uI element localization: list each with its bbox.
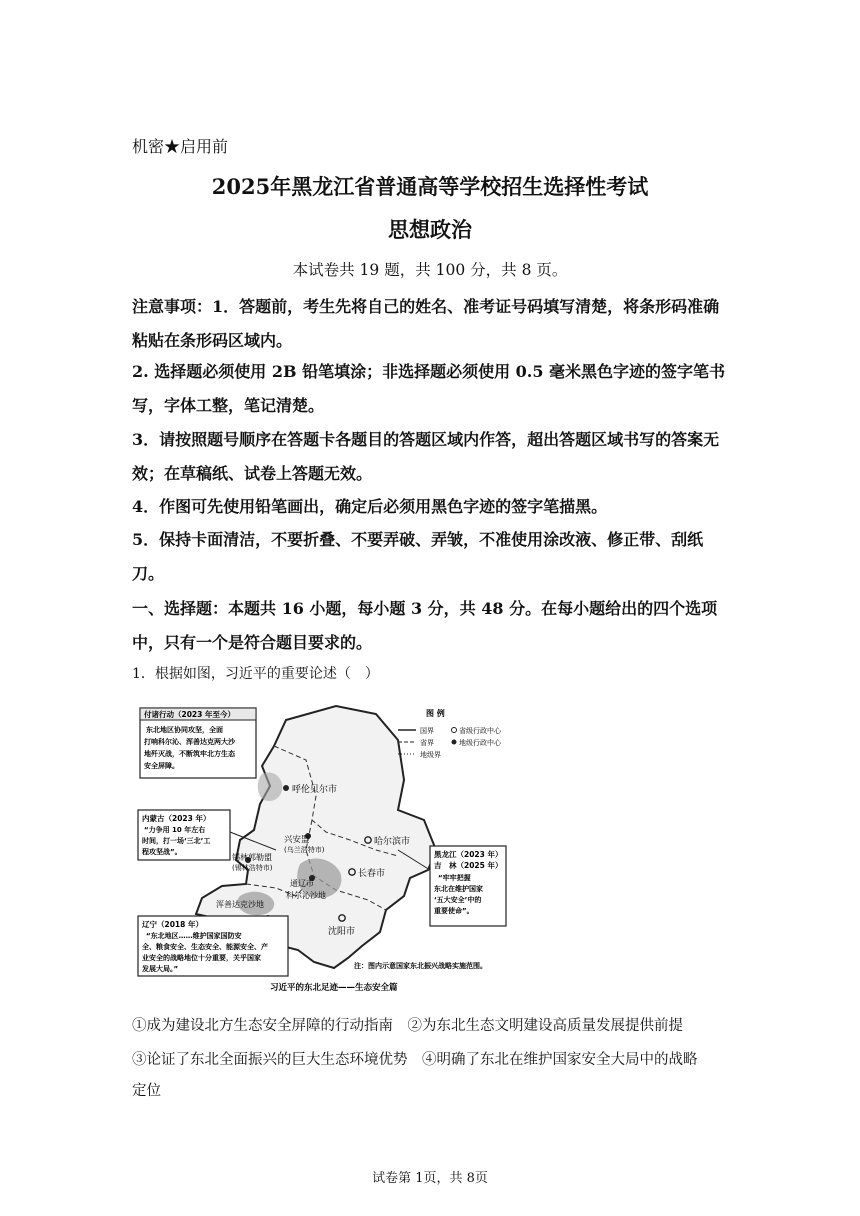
page-footer: 试卷第 1页，共 8页 [372,1171,488,1186]
sandland-horqin-label: 科尔沁沙地 [286,891,326,900]
question-1-options-line-3: 定位 [132,1083,161,1099]
box-action [140,708,256,778]
subject-title: 思想政治 [388,217,472,242]
legend-national: 国界 [420,727,434,735]
city-harbin: 哈尔滨市 [374,837,411,847]
box-action-line-3: 地歼灭战，不断筑牢北方生态 [144,750,235,758]
section-heading: 一、选择题：本题共 16 小题，每小题 3 分，共 48 分。在每小题给出的四个选项中，只有一个是符合题目要求的。 [132,599,718,652]
city-changchun: 长春市 [358,869,386,879]
map-note: 注：图内示意国家东北振兴战略实施范围。 [354,962,487,970]
box-ln-line-2: “东北地区……维护国家国防安 [146,932,242,940]
box-hlj-line-6: 重要使命”。 [434,907,474,915]
box-hlj-line-2: 吉 林（2025 年） [434,861,503,870]
city-xinganmeng: 兴安盟 [284,835,310,845]
legend-marker-prefecture [452,740,457,745]
legend-province: 省界 [420,739,434,747]
note-4: 4．作图可先使用铅笔画出，确定后必须用黑色字迹的签字笔描黑。 [132,497,608,516]
note-2: 2. 选择题必须使用 2B 铅笔填涂；非选择题必须使用 0.5 毫米黑色字迹的签字笔书写，字体工整，笔记清楚。 [132,362,726,415]
box-ln-line-4: 业安全的战略地位十分重要，关乎国家 [142,954,261,962]
note-1: 注意事项：1．答题前，考生先将自己的姓名、准考证号码填写清楚，将条形码准确粘贴在条形码区域内。 [132,297,720,350]
map-caption: 习近平的东北足迹——生态安全篇 [270,983,398,993]
question-1-options-line-1: ①成为建设北方生态安全屏障的行动指南 ②为东北生态文明建设高质量发展提供前提 [132,1018,683,1034]
box-im-line-3: 时间，打一场‘三北’工 [142,837,211,845]
box-action-line-4: 安全屏障。 [144,762,179,770]
box-action-line-2: 打响科尔沁、浑善达克两大沙 [144,738,235,746]
box-action-line-1: 东北地区协同攻坚，全面 [146,726,223,734]
box-hlj-line-5: ‘五大安全’中的 [434,896,482,904]
northeast-map [136,700,514,996]
city-xilingol: 锡林郭勒盟 [232,853,272,862]
legend-title: 图 例 [426,709,445,718]
sandland-hunshandake-label: 浑善达克沙地 [216,900,264,909]
map-legend [398,708,502,759]
box-ln-line-3: 全、粮食安全、生态安全、能源安全、产 [142,943,268,951]
box-ln-line-5: 发展大局。” [142,965,179,973]
confidential-label: 机密★启用前 [132,137,229,156]
city-xilingol-seat: (锡林浩特市) [232,864,273,872]
note-5: 5．保持卡面清洁，不要折叠、不要弄破、弄皱，不准使用涂改液、修正带、刮纸刀。 [132,530,704,583]
exam-title: 2025年黑龙江省普通高等学校招生选择性考试 [211,174,649,199]
city-marker-hulunbuir [283,785,289,791]
exam-info: 本试卷共 19 题，共 100 分，共 8 页。 [292,261,568,279]
city-hulunbuir: 呼伦贝尔市 [292,785,338,795]
legend-prefecture: 地级行政中心 [459,739,501,747]
box-hlj-line-3: “牢牢把握 [438,874,471,882]
box-action-title: 付诸行动（2023 年至今） [144,710,235,719]
city-tongliao: 通辽市 [290,879,314,888]
question-1-options-line-2: ③论证了东北全面振兴的巨大生态环境优势 ④明确了东北在维护国家安全大局中的战略 [132,1052,698,1068]
city-xinganmeng-seat: (乌兰浩特市) [284,846,325,854]
legend-marker-provincial [452,728,457,733]
northeast-map-figure [136,700,514,996]
box-im-line-2: “力争用 10 年左右 [144,826,206,834]
legend-prefecture-border: 地级界 [420,751,441,759]
box-hlj-line-4: 东北在维护国家 [434,885,483,893]
city-shenyang: 沈阳市 [328,927,356,937]
box-ln-line-1: 辽宁（2018 年） [142,920,203,929]
legend-provincial: 省级行政中心 [459,727,501,735]
box-im-line-4: 程攻坚战”。 [142,848,182,856]
box-liaoning [138,916,288,976]
note-3: 3．请按照题号顺序在答题卡各题目的答题区域内作答，超出答题区域书写的答案无效；在草稿纸、试卷上答题无效。 [132,430,720,483]
box-im-line-1: 内蒙古（2023 年） [142,814,211,823]
box-hlj-line-1: 黑龙江（2023 年） [434,850,503,859]
question-1-stem: 1．根据如图，习近平的重要论述（ ） [132,666,379,682]
